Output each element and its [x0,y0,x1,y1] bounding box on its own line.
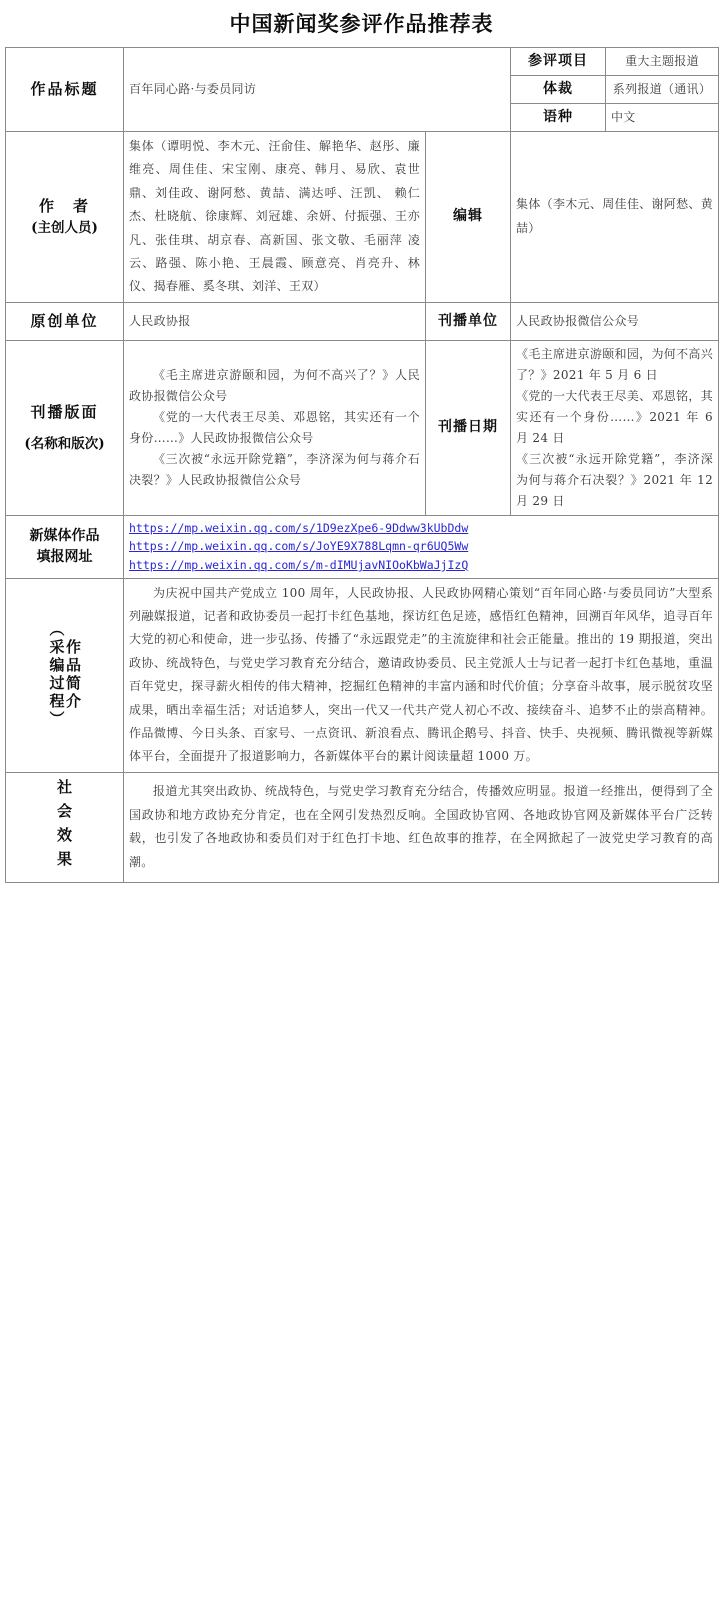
value-social-effect [124,772,719,882]
label-summary [6,578,124,772]
label-social-effect [6,772,124,882]
value-editors: 集体（李木元、周佳佳、谢阿愁、黄喆） [511,132,719,303]
label-genre: 体裁 [511,76,606,104]
url-link-1[interactable]: https://mp.weixin.qq.com/s/1D9ezXpe6-9Ddww3kUbDdw [129,520,469,535]
value-authors: 集体（谭明悦、李木元、汪俞佳、解艳华、赵彤、廉维亮、周佳佳、宋宝刚、康亮、韩月、易欣、袁世鼎、刘佳政、谢阿愁、黄喆、满达呼、汪凯、 赖仁杰、杜晓航、徐康辉、刘冠雄、余妍、付振强、王亦凡、张佳琪、胡京春、高新国、张文敬、毛丽萍 凌云、路强、陈小艳、王晨霞、顾意亮、肖亮升、林仪、揭春雁、奚冬琪、刘洋、王双） [124,132,426,303]
table-row-authors [6,132,719,303]
value-publish-date [511,340,719,515]
label-original-unit: 原创单位 [6,302,124,340]
value-new-media-urls [124,515,719,578]
table-row-summary [6,578,719,772]
publish-page-line-2: 《党的一大代表王尽美、邓恩铭，其实还有一个身份……》人民政协报微信公众号 [129,409,420,445]
url-link-3[interactable]: https://mp.weixin.qq.com/s/m-dIMUjavNIOoKbWaJjIzQ [129,557,469,572]
label-publish-unit: 刊播单位 [426,302,511,340]
label-authors [6,132,124,303]
value-category: 重大主题报道 [606,48,719,76]
value-publish-unit: 人民政协报微信公众号 [511,302,719,340]
value-work-title: 百年同心路·与委员同访 [124,48,511,132]
label-work-title: 作品标题 [6,48,124,132]
value-publish-page [124,340,426,515]
label-social-effect-text: 社会效果 [55,779,73,876]
label-editors: 编辑 [426,132,511,303]
label-language: 语种 [511,104,606,132]
table-row-work-title [6,48,719,76]
publish-date-line-1: 《毛主席进京游颐和园，为何不高兴了？》2021 年 5 月 6 日 [516,346,713,382]
label-summary-vertical [8,581,121,770]
page-title: 中国新闻奖参评作品推荐表 [229,11,494,36]
label-summary-col-left: （采编过程） [47,621,66,730]
summary-text: 为庆祝中国共产党成立 100 周年，人民政协报、人民政协网精心策划“百年同心路·与委员同访”大型系列融媒报道，记者和政协委员一起打卡红色基地，探访红色足迹，感悟红色精神，回溯百年风华，追寻百年大党的初心和使命，进一步弘扬、传播了“永远跟党走”的主流旋律和社会正能量。推出的 19 期报道，突出政协、统战特色，与党史学习教育充分结合，邀请政协委员、民主党派人士与记者一起打卡红色基地，重温百年党史，探寻薪火相传的伟大精神，挖掘红色精神的丰富内涵和时代价值；分享奋斗故事，展示脱贫攻坚成果，晒出幸福生活；对话追梦人，突出一代又一代共产党人初心不改、接续奋斗、追梦不止的崇高精神。作品微博、今日头条、百家号、一点资讯、新浪看点、腾讯企鹅号、抖音、快手、央视频、腾讯微视等新媒体平台，全面提升了报道影响力，各新媒体平台的累计阅读量超 1000 万。 [129,585,713,764]
label-publish-page-sub: (名称和版次) [24,435,105,452]
publish-page-line-1: 《毛主席进京游颐和园，为何不高兴了？》人民政协报微信公众号 [129,367,420,403]
value-language: 中文 [606,104,719,132]
publish-date-line-3: 《三次被“永远开除党籍”，李济深为何与蒋介石决裂？》2021 年 12 月 29 日 [516,451,713,508]
table-row-social-effect [6,772,719,882]
label-publish-page [6,340,124,515]
value-genre: 系列报道（通讯） [606,76,719,104]
table-row-units [6,302,719,340]
label-publish-date: 刊播日期 [426,340,511,515]
label-new-media-url-line1: 新媒体作品 [29,527,100,544]
label-social-effect-vertical [8,775,121,880]
table-row-new-media-url [6,515,719,578]
label-new-media-url-line2: 填报网址 [36,548,93,565]
url-link-2[interactable]: https://mp.weixin.qq.com/s/JoYE9X788Lqmn-qr6UQ5Ww [129,539,469,554]
label-publish-page-main: 刊播版面 [30,403,99,422]
value-summary [124,578,719,772]
value-original-unit: 人民政协报 [124,302,426,340]
label-category: 参评项目 [511,48,606,76]
recommendation-table [5,47,719,883]
publish-page-line-3: 《三次被“永远开除党籍”，李济深为何与蒋介石决裂？》人民政协报微信公众号 [129,451,420,487]
publish-date-line-2: 《党的一大代表王尽美、邓恩铭，其实还有一个身份……》2021 年 6 月 24 日 [516,388,713,445]
label-summary-col-right: 作品简介 [64,639,82,712]
label-authors-main: 作 者 [38,197,90,216]
label-authors-sub: (主创人员) [31,219,98,236]
label-new-media-url [6,515,124,578]
table-row-publish-info [6,340,719,515]
social-effect-text: 报道尤其突出政协、统战特色，与党史学习教育充分结合，传播效应明显。报道一经推出，便得到了全国政协和地方政协充分肯定，也在全网引发热烈反响。全国政协官网、各地政协官网及新媒体平台广泛转载，也引发了各地政协和委员们对于红色打卡地、红色故事的推荐，在全网掀起了一波党史学习教育的高潮。 [129,784,713,869]
